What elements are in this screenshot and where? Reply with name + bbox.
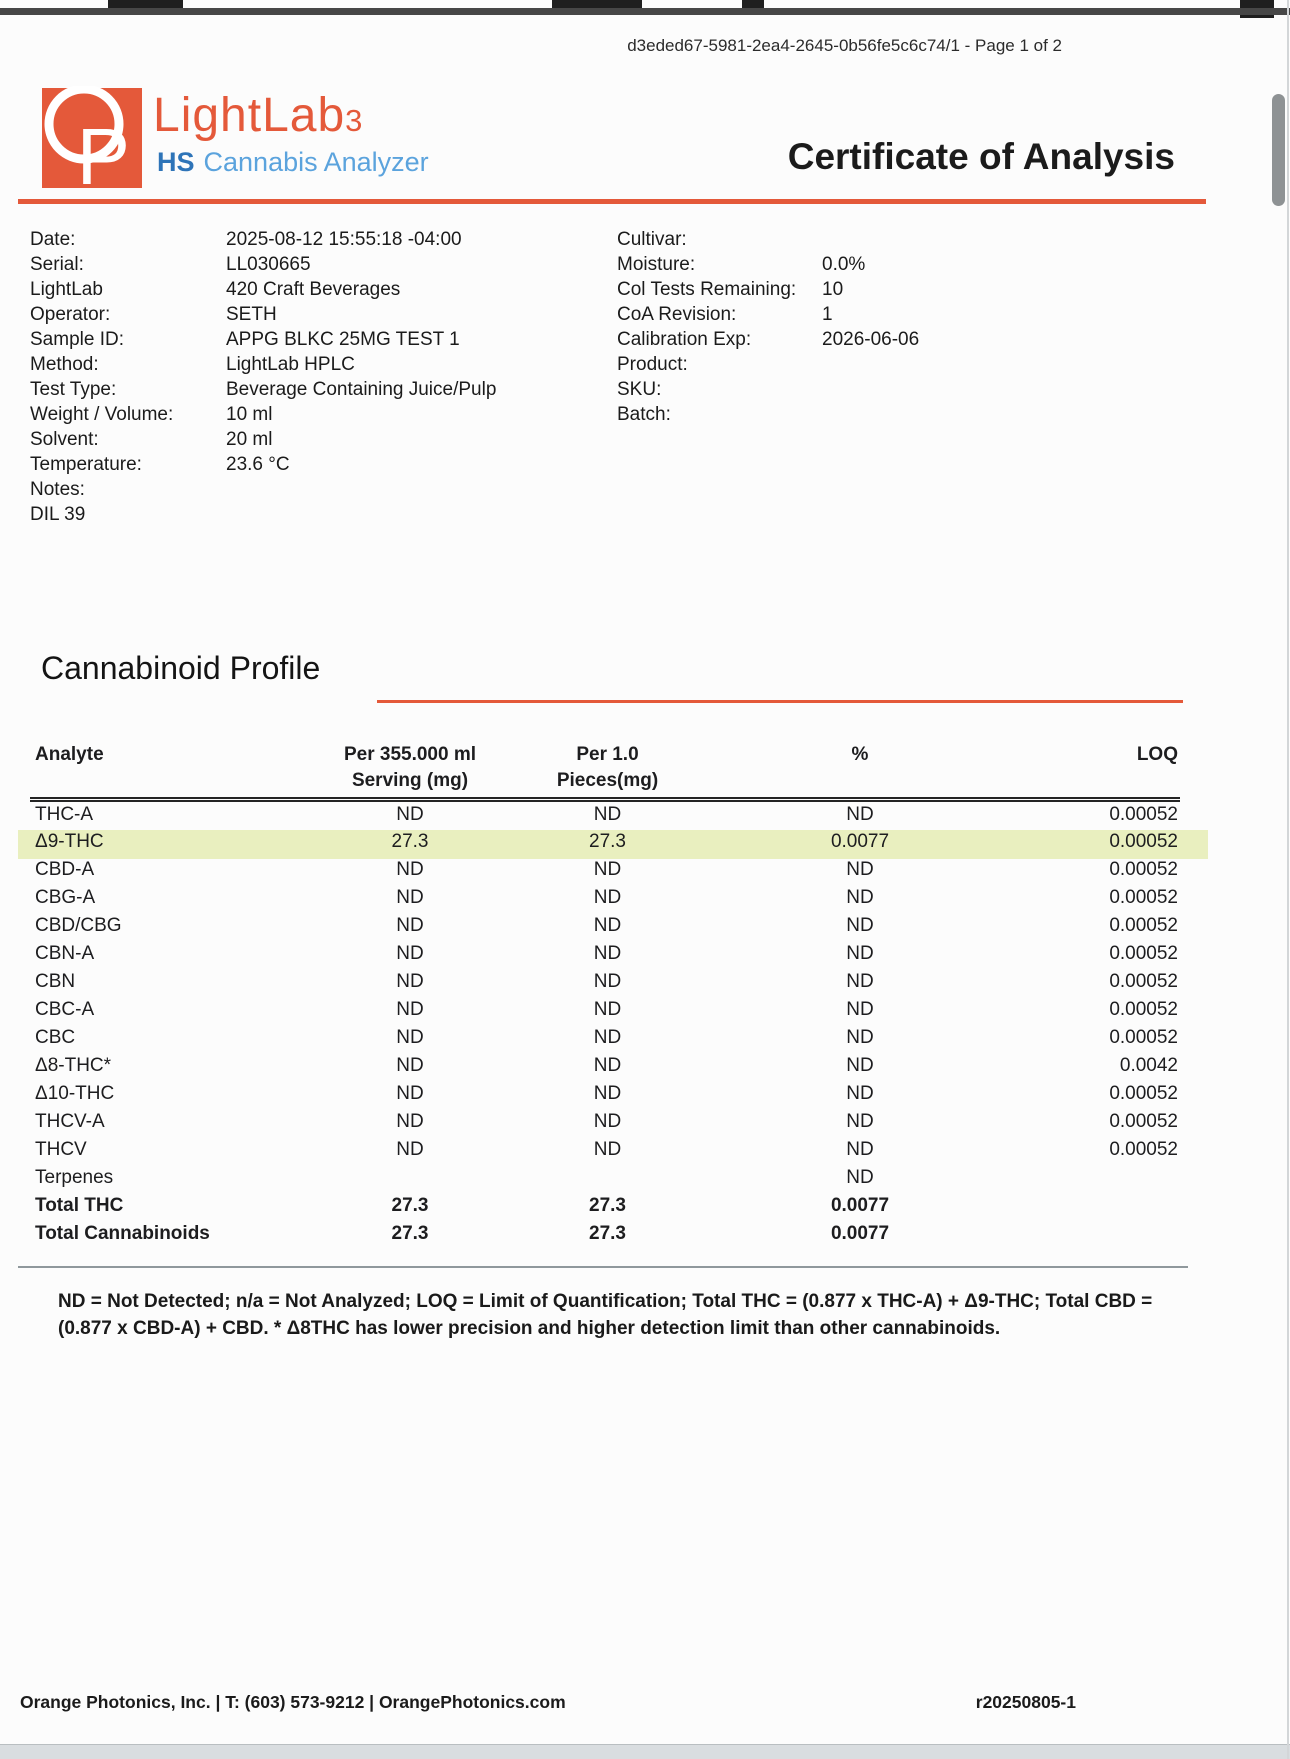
page-title: Certificate of Analysis [787,136,1175,177]
analyte-row-cbc-a [30,996,1180,1024]
meta-label: Temperature: [30,454,142,475]
loq-value: 0.00052 [1109,1138,1178,1160]
meta-row-left-8 [30,427,496,452]
meta-row-left-1 [30,252,496,277]
loq-value: 0.00052 [1109,1026,1178,1048]
percent-value: ND [846,1054,874,1076]
analyte-name: Δ8-THC* [35,1054,112,1076]
loq-value: 0.00052 [1109,803,1178,825]
meta-label: Calibration Exp: [617,329,752,350]
analyte-row-cbn [30,968,1180,996]
meta-row-right-2 [617,277,919,302]
analyte-row-thcv-a [30,1108,1180,1136]
meta-label: DIL 39 [30,504,86,525]
percent-value: ND [846,1082,874,1104]
percent-value: ND [846,914,874,936]
percent-value: ND [846,942,874,964]
column-header [30,740,295,800]
meta-row-left-4 [30,327,496,352]
per-piece-value: ND [593,858,622,880]
brand-version: 3 [345,103,364,138]
per-piece-value: ND [593,1026,622,1048]
meta-label: Date: [30,229,76,250]
percent-value: ND [846,1026,874,1048]
per-piece-value: ND [593,914,622,936]
meta-value: 1 [822,304,833,325]
analyte-row-cbn-a [30,940,1180,968]
per-serving-value: ND [396,914,424,936]
percent-value: 0.0077 [830,1194,890,1216]
column-header-line: Serving (mg) [351,770,469,791]
loq-value: 0.00052 [1109,1082,1178,1104]
column-header-line: Analyte [35,744,104,765]
analyte-name: THCV [35,1138,87,1160]
column-header-line: LOQ [1136,744,1178,765]
analyte-row-cbc [30,1024,1180,1052]
analyte-row-10-thc [30,1080,1180,1108]
meta-row-right-7 [617,402,919,427]
analyte-row-8-thc [30,1052,1180,1080]
brand-wordmark [153,88,363,143]
per-serving-value: 27.3 [391,1222,429,1244]
per-piece-value: 27.3 [589,1222,626,1244]
meta-row-left-0 [30,227,496,252]
per-piece-value: 27.3 [589,1194,626,1216]
analyte-name: CBN [35,970,76,992]
footer-revision: r20250805-1 [975,1692,1076,1712]
meta-row-right-3 [617,302,919,327]
percent-value: ND [846,970,874,992]
analyte-name: Total THC [35,1194,124,1216]
meta-row-left-7 [30,402,496,427]
analyte-row-total-thc [30,1192,1180,1220]
per-serving-value [295,1164,525,1192]
per-piece-value: ND [593,942,622,964]
meta-row-left-11 [30,502,496,527]
loq-value [1030,1220,1180,1248]
analyte-name: Total Cannabinoids [35,1222,210,1244]
loq-value: 0.00052 [1109,886,1178,908]
meta-row-left-5 [30,352,496,377]
analyte-name: Terpenes [35,1166,114,1188]
per-serving-value: ND [396,970,424,992]
meta-value: 10 [822,279,844,300]
meta-label: LightLab [30,279,103,300]
column-header-line: % [851,744,869,765]
header-divider [18,199,1206,204]
percent-value: ND [846,998,874,1020]
per-serving-value: ND [396,998,424,1020]
per-piece-value: ND [593,998,622,1020]
column-header-line: Pieces(mg) [556,770,659,791]
analyte-name: CBD-A [35,858,95,880]
meta-label: Product: [617,354,688,375]
brand-name-text: LightLab [153,89,346,142]
per-piece-value: ND [593,1138,622,1160]
scrollbar-thumb[interactable] [1272,94,1285,206]
percent-value: 0.0077 [830,830,890,852]
brand-subtitle [157,147,429,178]
per-serving-value: ND [396,886,424,908]
meta-value: Beverage Containing Juice/Pulp [226,379,497,400]
meta-label: Weight / Volume: [30,404,174,425]
loq-value: 0.0042 [1119,1054,1178,1076]
loq-value: 0.00052 [1109,830,1178,852]
page-right-edge [1287,0,1289,1759]
meta-label: CoA Revision: [617,304,737,325]
meta-label: Serial: [30,254,84,275]
per-serving-value: ND [396,858,424,880]
column-header [690,740,1030,800]
meta-row-left-2 [30,277,496,302]
per-serving-value: ND [396,803,424,825]
analyte-name: Δ10-THC [35,1082,115,1104]
per-serving-value: ND [396,942,424,964]
analyte-row-terpenes [30,1164,1180,1192]
table-end-divider [18,1266,1188,1268]
footer-company-info: Orange Photonics, Inc. | T: (603) 573-9212 | OrangePhotonics.com [20,1692,566,1712]
column-header [525,740,690,800]
meta-label: Sample ID: [30,329,124,350]
analyte-row-thcv [30,1136,1180,1164]
column-header [1030,740,1180,800]
meta-value: 2025-08-12 15:55:18 -04:00 [226,229,462,250]
per-piece-value: ND [593,1110,622,1132]
percent-value: ND [846,1166,874,1188]
per-piece-value: ND [593,803,622,825]
percent-value: ND [846,858,874,880]
meta-value: 20 ml [226,429,273,450]
meta-row-left-6 [30,377,496,402]
per-piece-value [525,1164,690,1192]
meta-label: Solvent: [30,429,99,450]
table-footnote: ND = Not Detected; n/a = Not Analyzed; LOQ = Limit of Quantification; Total THC = (0.877 x THC-A) + Δ9-THC; Total CBD = (0.877 x CBD-A) + CBD. * Δ8THC has lower precision and higher detection limit than other cannabinoids. [58,1291,1153,1339]
metadata-column-right [617,227,919,427]
meta-value: 420 Craft Beverages [226,279,401,300]
meta-label: Batch: [617,404,671,425]
section-title: Cannabinoid Profile [41,650,321,686]
meta-label: Notes: [30,479,85,500]
per-piece-value: 27.3 [589,830,626,852]
percent-value: ND [846,1110,874,1132]
per-serving-value: ND [396,1138,424,1160]
meta-row-left-3 [30,302,496,327]
loq-value: 0.00052 [1109,858,1178,880]
cannabinoid-table [30,740,1180,1248]
meta-row-left-10 [30,477,496,502]
percent-value: ND [846,803,874,825]
meta-row-right-1 [617,252,919,277]
metadata-column-left [30,227,496,527]
analyte-row-cbd-a [30,856,1180,884]
logo-p-letter: P [76,112,130,192]
meta-row-left-9 [30,452,496,477]
brand-subtitle-hs: HS [157,147,195,177]
column-header [295,740,525,800]
brand-subtitle-rest: Cannabis Analyzer [203,147,429,177]
loq-value: 0.00052 [1109,914,1178,936]
percent-value: ND [846,886,874,908]
meta-label: Moisture: [617,254,696,275]
per-serving-value: ND [396,1054,424,1076]
meta-value: 10 ml [226,404,273,425]
analyte-row-9-thc [30,828,1180,856]
meta-label: Cultivar: [617,229,687,250]
orange-photonics-logo [40,86,146,192]
analyte-name: Δ9-THC [35,830,104,852]
analyte-row-cbg-a [30,884,1180,912]
page-bottom-edge [0,1744,1290,1759]
loq-value: 0.00052 [1109,1110,1178,1132]
analyte-name: CBD/CBG [35,914,122,936]
document-reference: d3eded67-5981-2ea4-2645-0b56fe5c6c74/1 - Page 1 of 2 [627,36,1062,55]
analyte-name: THC-A [35,803,94,825]
meta-row-right-0 [617,227,919,252]
meta-label: Operator: [30,304,111,325]
analyte-row-total-cannabinoids [30,1220,1180,1248]
section-divider [377,700,1183,703]
analyte-name: CBN-A [35,942,95,964]
loq-value: 0.00052 [1109,942,1178,964]
meta-label: Col Tests Remaining: [617,279,797,300]
meta-value: LL030665 [226,254,311,275]
column-header-line: Per 355.000 ml [343,744,477,765]
meta-value: SETH [226,304,277,325]
meta-value: APPG BLKC 25MG TEST 1 [226,329,460,350]
analyte-name: CBC [35,1026,76,1048]
per-piece-value: ND [593,1082,622,1104]
meta-value: 2026-06-06 [822,329,920,350]
meta-value: LightLab HPLC [226,354,355,375]
loq-value [1030,1164,1180,1192]
per-serving-value: ND [396,1110,424,1132]
table-header-row [30,740,1180,800]
meta-label: Method: [30,354,99,375]
per-serving-value: 27.3 [391,1194,429,1216]
meta-value: 0.0% [822,254,866,275]
analyte-row-thc-a [30,800,1180,828]
analyte-name: CBC-A [35,998,95,1020]
meta-value: 23.6 °C [226,454,290,475]
column-header-line: Per 1.0 [576,744,639,765]
scan-edge-band [0,8,1290,15]
analyte-name: THCV-A [35,1110,105,1132]
meta-label: Test Type: [30,379,117,400]
per-piece-value: ND [593,970,622,992]
loq-value [1030,1192,1180,1220]
per-piece-value: ND [593,886,622,908]
per-serving-value: ND [396,1082,424,1104]
percent-value: 0.0077 [830,1222,890,1244]
meta-row-right-4 [617,327,919,352]
loq-value: 0.00052 [1109,998,1178,1020]
per-serving-value: 27.3 [391,830,429,852]
meta-row-right-5 [617,352,919,377]
percent-value: ND [846,1138,874,1160]
per-piece-value: ND [593,1054,622,1076]
per-serving-value: ND [396,1026,424,1048]
meta-label: SKU: [617,379,662,400]
loq-value: 0.00052 [1109,970,1178,992]
analyte-row-cbd-cbg [30,912,1180,940]
analyte-name: CBG-A [35,886,96,908]
meta-row-right-6 [617,377,919,402]
